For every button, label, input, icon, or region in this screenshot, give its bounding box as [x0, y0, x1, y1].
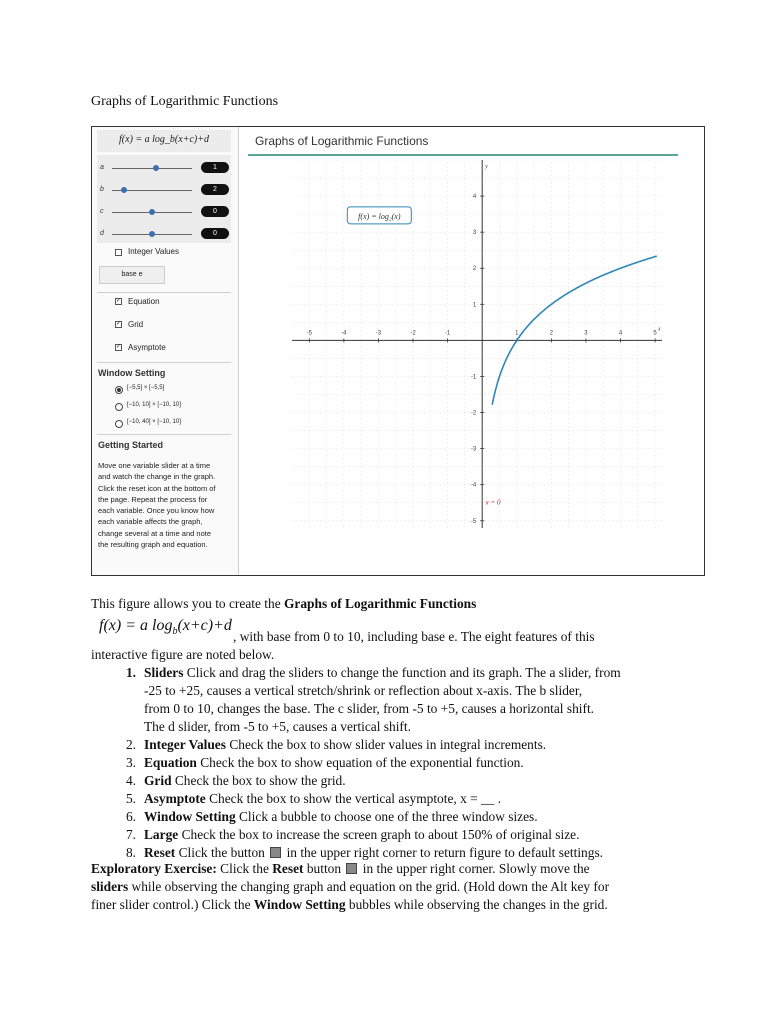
feature-item [91, 718, 411, 736]
exercise-text: button [303, 861, 345, 876]
exercise-line-3 [91, 896, 608, 914]
intro-text: This figure allows you to create the [91, 596, 284, 611]
slider-value: 1 [201, 162, 229, 173]
getting-started-line: Move one variable slider at a time [98, 461, 211, 470]
intro-line-2: , with base from 0 to 10, including base e. The eight features of this [233, 629, 595, 644]
equation-label: Equation [128, 297, 160, 306]
item-text: Check the box to show slider values in integral increments. [225, 737, 547, 752]
formula-head: f(x) = a log [99, 617, 173, 634]
item-text: in the upper right corner to return figure to default settings. [283, 845, 604, 860]
reset-icon [346, 863, 357, 874]
item-label: Reset [144, 845, 176, 860]
x-axis-label: x [658, 326, 661, 333]
item-body [144, 683, 582, 698]
exercise-bold: Reset [272, 861, 304, 876]
item-number: 1. [125, 665, 136, 680]
y-tick-label: -4 [470, 482, 477, 489]
slider-value: 0 [201, 206, 229, 217]
graph-equation-label: f(x) = log₂(x) [358, 211, 401, 221]
item-label: Large [144, 827, 179, 842]
formula [99, 617, 232, 637]
feature-item [91, 754, 524, 772]
item-text: Check the box to show the vertical asymptote, x = __ . [205, 791, 502, 806]
exercise-label: Exploratory Exercise: [91, 861, 217, 876]
integer-values-label: Integer Values [128, 247, 179, 256]
item-label: Equation [144, 755, 197, 770]
window-option-radio[interactable] [115, 386, 123, 394]
x-tick-label: 3 [584, 330, 588, 337]
slider-label: d [100, 230, 104, 237]
item-label: Grid [144, 773, 172, 788]
y-tick-label: -5 [470, 518, 477, 525]
exercise-text: while observing the changing graph and equation on the grid. (Hold down the Alt key for [128, 879, 610, 894]
getting-started-line: change several at a time and note [98, 528, 211, 538]
x-tick-label: 5 [653, 330, 657, 337]
item-text: Check the box to show the grid. [171, 773, 346, 788]
item-label: Window Setting [144, 809, 236, 824]
equation-header: f(x) = a log_b(x+c)+d [97, 130, 231, 152]
window-option-label: [−10, 40] × [−10, 10] [127, 419, 181, 425]
slider-row-b [97, 183, 231, 199]
item-number: 2. [125, 737, 136, 752]
reset-icon [270, 847, 281, 858]
exercise-line-2 [91, 878, 609, 896]
y-tick-label: 4 [472, 194, 477, 201]
interactive-figure [91, 126, 705, 576]
equation-checkbox[interactable]: ✓ [116, 298, 122, 304]
slider-handle[interactable] [149, 209, 155, 215]
x-tick-label: -5 [306, 330, 312, 337]
slider-handle[interactable] [149, 231, 155, 237]
slider-handle[interactable] [121, 187, 127, 193]
feature-item [91, 736, 546, 754]
item-body [144, 845, 603, 860]
intro-line [91, 595, 476, 613]
item-body [144, 701, 594, 716]
slider-label: b [100, 186, 104, 193]
formula-tail: (x+c)+d [177, 617, 232, 634]
exercise-text: bubbles while observing the changes in the grid. [345, 897, 608, 912]
grid-label: Grid [128, 320, 144, 329]
feature-item [91, 664, 621, 682]
item-text: Click a bubble to choose one of the three window sizes. [235, 809, 538, 824]
getting-started-line: Click the reset icon at the bottom of [98, 483, 216, 493]
x-tick-label: -1 [444, 330, 451, 337]
exercise-text: Click the [216, 861, 273, 876]
feature-item [91, 682, 582, 700]
x-tick-label: 2 [549, 330, 554, 337]
y-tick-label: -2 [470, 410, 477, 417]
grid-checkbox[interactable]: ✓ [116, 321, 122, 327]
x-tick-label: -2 [410, 330, 416, 337]
x-tick-label: -4 [341, 330, 347, 337]
document-title: Graphs of Logarithmic Functions [91, 94, 279, 109]
slider-row-a [97, 161, 231, 177]
feature-item [91, 772, 346, 790]
y-axis-label: y [485, 164, 488, 170]
item-body [144, 773, 346, 788]
window-setting-heading: Window Setting [98, 368, 166, 378]
feature-item [91, 790, 501, 808]
base-e-button[interactable]: base e [99, 266, 165, 284]
intro-line-3: interactive figure are noted below. [91, 647, 275, 662]
item-body [144, 791, 501, 806]
item-number: 7. [125, 827, 136, 842]
item-text: Check the box to increase the screen graph to about 150% of original size. [178, 827, 580, 842]
control-panel [92, 127, 239, 575]
slider-row-c [97, 205, 231, 221]
item-label: Integer Values [144, 737, 226, 752]
slider-handle[interactable] [153, 165, 159, 171]
slider-track[interactable] [112, 168, 192, 169]
divider [97, 292, 231, 293]
item-body [144, 827, 579, 842]
x-tick-label: 4 [618, 330, 623, 337]
item-label: Sliders [144, 665, 184, 680]
item-number: 3. [125, 755, 136, 770]
getting-started-line: the page. Repeat the process for [98, 494, 208, 504]
y-tick-label: -1 [470, 374, 477, 381]
window-option-label: [−10, 10] × [−10, 10] [127, 402, 181, 408]
exercise-text: finer slider control.) Click the [91, 897, 254, 912]
asymptote-checkbox[interactable]: ✓ [116, 344, 122, 350]
integer-values-checkbox[interactable] [115, 249, 122, 256]
graph-title: Graphs of Logarithmic Functions [255, 134, 429, 148]
item-body [144, 719, 411, 734]
item-number: 6. [125, 809, 136, 824]
item-body [144, 809, 538, 824]
graph-title-rule [248, 154, 678, 156]
slider-value: 2 [201, 184, 229, 195]
divider [97, 434, 231, 435]
getting-started-line: each variable. Once you know how [98, 506, 215, 516]
item-body [144, 737, 546, 752]
exercise-text: in the upper right corner. Slowly move the [359, 861, 590, 876]
item-text: Check the box to show equation of the exponential function. [196, 755, 524, 770]
feature-item [91, 808, 538, 826]
slider-value: 0 [201, 228, 229, 239]
asymptote-label: x = 0 [485, 498, 501, 507]
asymptote-label: Asymptote [128, 343, 166, 352]
getting-started-line: and watch the change in the graph. [98, 472, 216, 482]
item-text: The d slider, from -5 to +5, causes a vertical shift. [144, 719, 411, 734]
item-number: 4. [125, 773, 136, 788]
window-option-radio[interactable] [115, 403, 123, 411]
divider [97, 362, 231, 363]
log-graph [292, 160, 662, 528]
feature-item [91, 826, 579, 844]
getting-started-line: the resulting graph and equation. [98, 540, 208, 550]
formula-sub: b [172, 626, 178, 638]
item-text: Click and drag the sliders to change the function and its graph. The a slider, from [183, 665, 621, 680]
item-text: from 0 to 10, changes the base. The c slider, from -5 to +5, causes a horizontal shift. [144, 701, 595, 716]
getting-started-heading: Getting Started [98, 440, 164, 450]
slider-row-d [97, 227, 231, 243]
item-body [144, 665, 621, 680]
exercise-bold: Window Setting [253, 897, 346, 912]
getting-started-text [98, 460, 232, 550]
item-number: 8. [125, 845, 136, 860]
slider-group [97, 155, 231, 243]
item-label: Asymptote [144, 791, 206, 806]
slider-label: a [100, 164, 104, 171]
y-tick-label: 3 [472, 230, 477, 237]
y-tick-label: -3 [470, 446, 477, 453]
y-tick-label: 1 [472, 302, 477, 309]
x-tick-label: -3 [375, 330, 382, 337]
exercise-bold: sliders [91, 879, 129, 894]
window-option-radio[interactable] [115, 420, 123, 428]
intro-bold: Graphs of Logarithmic Functions [284, 596, 477, 611]
item-body [144, 755, 524, 770]
y-tick-label: 2 [472, 266, 477, 273]
item-text: Click the button [175, 845, 269, 860]
x-tick-label: 1 [515, 330, 519, 337]
slider-label: c [100, 208, 104, 215]
getting-started-line: each variable affects the graph, [98, 517, 203, 527]
feature-item [91, 700, 594, 718]
item-number: 5. [125, 791, 136, 806]
exercise-line-1 [91, 860, 590, 878]
item-text: -25 to +25, causes a vertical stretch/shrink or reflection about x-axis. The b slider, [144, 683, 583, 698]
window-option-label: [−5,5] × [−5,5] [127, 385, 165, 391]
